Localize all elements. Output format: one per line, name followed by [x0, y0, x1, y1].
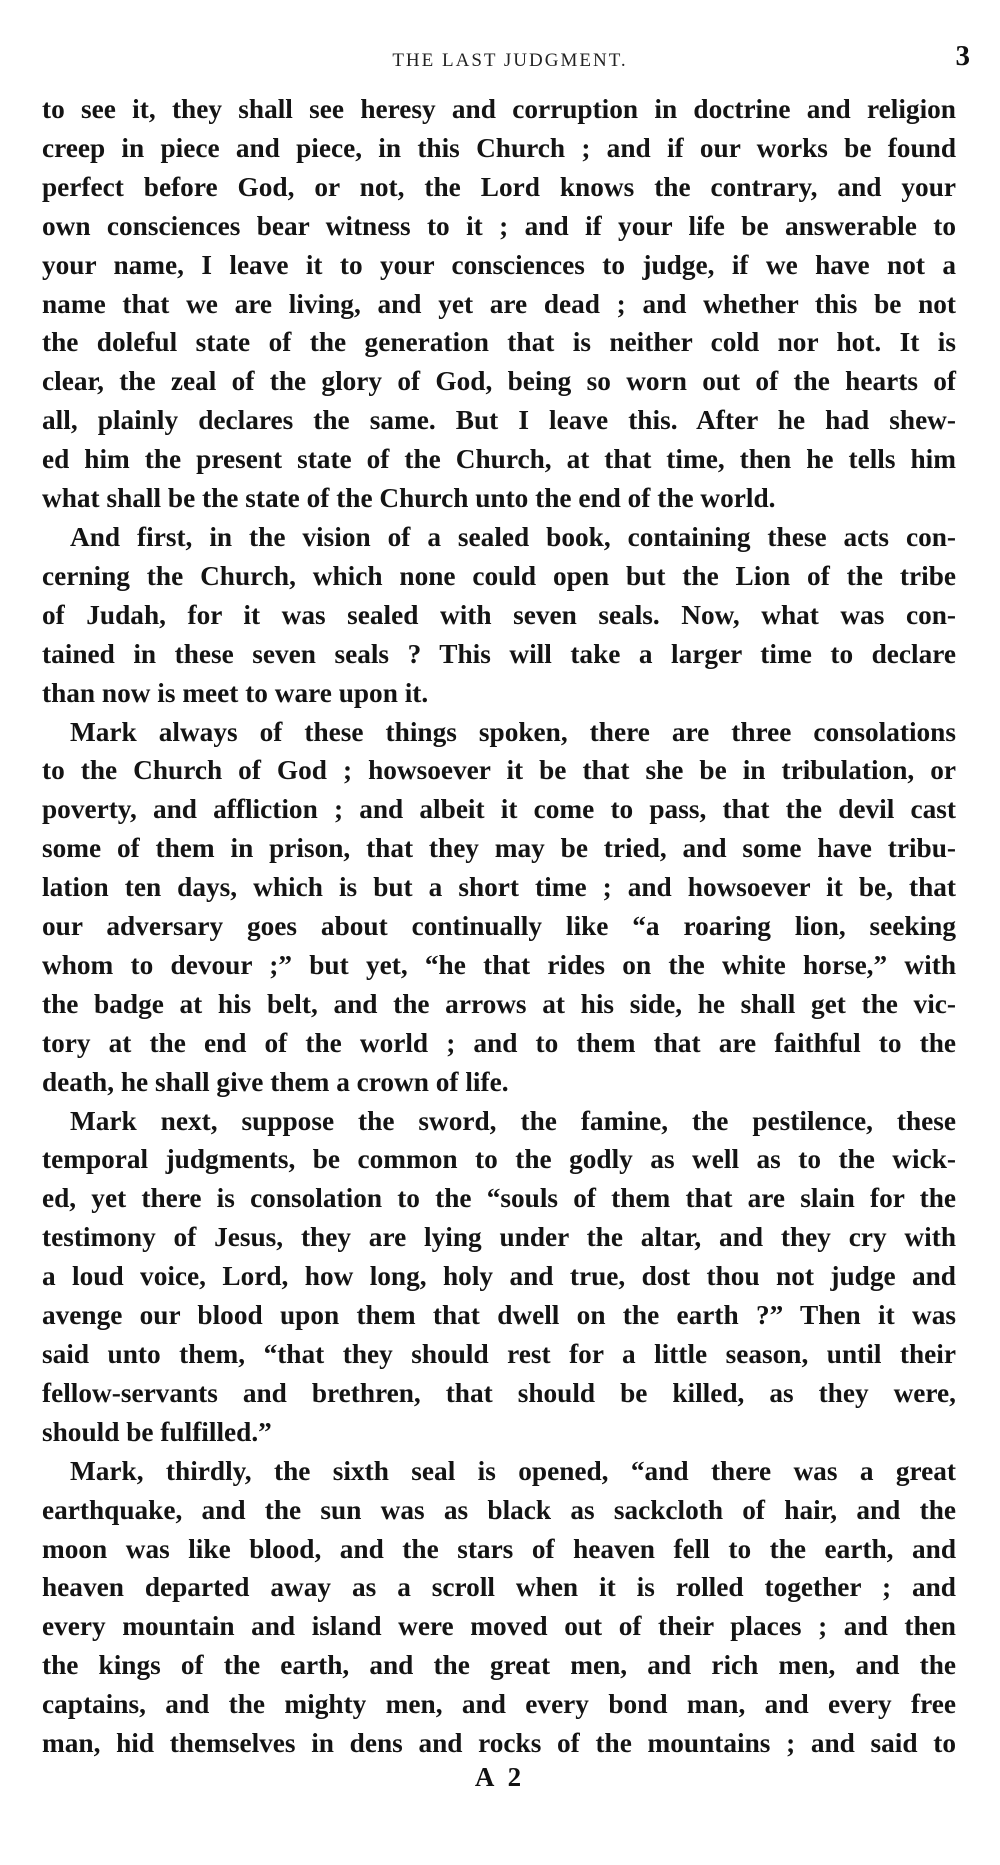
paragraph-3: [42, 713, 956, 1102]
text-line: every mountain and island were moved out of their places ; and then: [42, 1611, 956, 1642]
text-line: creep in piece and piece, in this Church ; and if our works be found: [42, 132, 956, 163]
text-line: to the Church of God ; howsoever it be that she be in tribulation, or: [42, 755, 956, 786]
text-line: And first, in the vision of a sealed book, containing these acts con-: [70, 521, 956, 552]
text-line: perfect before God, or not, the Lord knows the contrary, and your: [42, 171, 956, 202]
text-line: tory at the end of the world ; and to them that are faithful to the: [42, 1027, 956, 1058]
text-line: heaven departed away as a scroll when it is rolled together ; and: [42, 1572, 956, 1603]
text-line: Mark, thirdly, the sixth seal is opened, “and there was a great: [70, 1455, 956, 1486]
text-line: your name, I leave it to your consciences to judge, if we have not a: [42, 249, 956, 280]
text-line: clear, the zeal of the glory of God, being so worn out of the hearts of: [42, 366, 956, 397]
text-line: the kings of the earth, and the great men, and rich men, and the: [42, 1650, 956, 1681]
paragraph-2: [42, 518, 956, 713]
text-line: the doleful state of the generation that is neither cold nor hot. It is: [42, 327, 956, 358]
text-line: should be fulfilled.”: [42, 1416, 272, 1447]
text-line: lation ten days, which is but a short time ; and howsoever it be, that: [42, 872, 956, 903]
text-line: some of them in prison, that they may be tried, and some have tribu-: [42, 833, 956, 864]
body-text: [42, 90, 956, 1763]
text-line: the badge at his belt, and the arrows at his side, he shall get the vic-: [42, 988, 956, 1019]
text-line: testimony of Jesus, they are lying under the altar, and they cry with: [42, 1222, 956, 1253]
text-line: cerning the Church, which none could open but the Lion of the tribe: [42, 560, 956, 591]
running-title: THE LAST JUDGMENT.: [392, 50, 628, 71]
text-line: Mark always of these things spoken, there are three consolations: [70, 716, 956, 747]
text-line: ed him the present state of the Church, at that time, then he tells him: [42, 444, 956, 475]
page-number: 3: [955, 40, 970, 72]
text-line: death, he shall give them a crown of life.: [42, 1066, 509, 1097]
text-line: temporal judgments, be common to the godly as well as to the wick-: [42, 1144, 956, 1175]
text-line: moon was like blood, and the stars of heaven fell to the earth, and: [42, 1533, 956, 1564]
text-line: all, plainly declares the same. But I leave this. After he had shew-: [42, 405, 956, 436]
text-line: own consciences bear witness to it ; and if your life be answerable to: [42, 210, 956, 241]
text-line: earthquake, and the sun was as black as sackcloth of hair, and the: [42, 1494, 956, 1525]
text-line: man, hid themselves in dens and rocks of the mountains ; and said to: [42, 1728, 956, 1759]
text-line: poverty, and affliction ; and albeit it come to pass, that the devil cast: [42, 794, 956, 825]
text-line: tained in these seven seals ? This will take a larger time to declare: [42, 638, 956, 669]
text-line: what shall be the state of the Church unto the end of the world.: [42, 483, 776, 514]
text-line: captains, and the mighty men, and every bond man, and every free: [42, 1689, 956, 1720]
running-head: [40, 40, 980, 80]
text-line: than now is meet to ware upon it.: [42, 677, 429, 708]
paragraph-4: [42, 1102, 956, 1452]
text-line: our adversary goes about continually like “a roaring lion, seeking: [42, 911, 956, 942]
text-line: said unto them, “that they should rest for a little season, until their: [42, 1339, 956, 1369]
paragraph-1: [42, 90, 956, 518]
text-line: of Judah, for it was sealed with seven seals. Now, what was con-: [42, 599, 956, 630]
signature-mark: A 2: [474, 1762, 526, 1792]
text-line: a loud voice, Lord, how long, holy and true, dost thou not judge and: [42, 1261, 956, 1292]
text-line: whom to devour ;” but yet, “he that rides on the white horse,” with: [42, 949, 956, 980]
text-line: to see it, they shall see heresy and corruption in doctrine and religion: [42, 94, 956, 124]
paragraph-5: [42, 1452, 956, 1763]
text-line: Mark next, suppose the sword, the famine, the pestilence, these: [70, 1105, 956, 1136]
text-line: fellow-servants and brethren, that should be killed, as they were,: [42, 1377, 956, 1408]
text-line: name that we are living, and yet are dead ; and whether this be not: [42, 288, 956, 319]
text-line: ed, yet there is consolation to the “souls of them that are slain for the: [42, 1183, 956, 1214]
text-line: avenge our blood upon them that dwell on the earth ?” Then it was: [42, 1300, 956, 1331]
